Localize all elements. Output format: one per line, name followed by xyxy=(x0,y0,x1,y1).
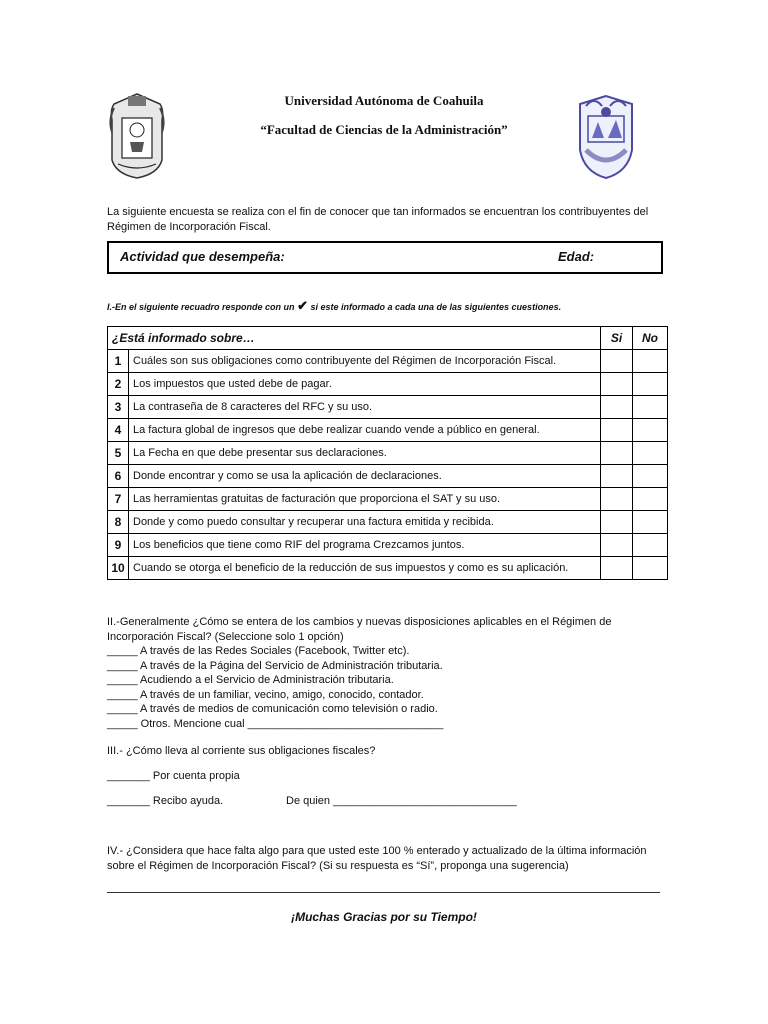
checkmark-icon: ✔ xyxy=(297,298,308,313)
yes-cell[interactable] xyxy=(601,419,633,442)
row-number: 8 xyxy=(108,511,129,534)
row-number: 5 xyxy=(108,442,129,465)
section1-instruction xyxy=(107,298,561,314)
yes-cell[interactable] xyxy=(601,557,633,580)
no-cell[interactable] xyxy=(633,350,668,373)
no-cell[interactable] xyxy=(633,419,668,442)
yes-cell[interactable] xyxy=(601,511,633,534)
no-cell[interactable] xyxy=(633,373,668,396)
table-row xyxy=(108,396,668,419)
section2-option[interactable]: _____ Acudiendo a el Servicio de Administración tributaria. xyxy=(107,674,394,686)
no-cell[interactable] xyxy=(633,396,668,419)
row-question: La contraseña de 8 caracteres del RFC y su uso. xyxy=(129,396,601,419)
row-question: La factura global de ingresos que debe realizar cuando vende a público en general. xyxy=(129,419,601,442)
row-number: 7 xyxy=(108,488,129,511)
section2-option[interactable]: _____ A través de la Página del Servicio de Administración tributaria. xyxy=(107,659,443,672)
yes-cell[interactable] xyxy=(601,396,633,419)
row-question: Donde y como puedo consultar y recuperar una factura emitida y recibida. xyxy=(129,511,601,534)
row-number: 2 xyxy=(108,373,129,396)
yes-cell[interactable] xyxy=(601,350,633,373)
table-header-question: ¿Está informado sobre… xyxy=(108,327,601,350)
faculty-title: “Facultad de Ciencias de la Administración” xyxy=(260,122,508,137)
no-cell[interactable] xyxy=(633,488,668,511)
yes-cell[interactable] xyxy=(601,534,633,557)
table-row xyxy=(108,350,668,373)
row-number: 6 xyxy=(108,465,129,488)
no-cell[interactable] xyxy=(633,511,668,534)
table-header-yes: Si xyxy=(601,327,633,350)
row-number: 4 xyxy=(108,419,129,442)
table-row xyxy=(108,373,668,396)
section2-option[interactable]: _____ Otros. Mencione cual ________________________________ xyxy=(107,717,444,730)
section3-option-own[interactable]: _______ Por cuenta propia xyxy=(107,770,240,782)
intro-text: La siguiente encuesta se realiza con el fin de conocer que tan informados se encuentran los contribuyentes del Régimen de Incorporación Fiscal. xyxy=(107,206,649,233)
row-question: Los impuestos que usted debe de pagar. xyxy=(129,373,601,396)
table-row xyxy=(108,488,668,511)
table-row xyxy=(108,557,668,580)
activity-label: Actividad que desempeña: xyxy=(120,249,285,264)
activity-box[interactable] xyxy=(107,241,663,274)
table-header-no: No xyxy=(633,327,668,350)
section2-option[interactable]: _____ A través de un familiar, vecino, amigo, conocido, contador. xyxy=(107,688,424,701)
no-cell[interactable] xyxy=(633,442,668,465)
instruction-post: si este informado a cada una de las siguientes cuestiones. xyxy=(310,302,562,312)
section3-option-help[interactable]: _______ Recibo ayuda. xyxy=(107,795,224,807)
section2-question: II.-Generalmente ¿Cómo se entera de los cambios y nuevas disposiciones aplicables en el Régimen de Incorporación Fiscal? (Seleccione solo 1 opción) xyxy=(107,616,612,643)
row-question: Las herramientas gratuitas de facturación que proporciona el SAT y su uso. xyxy=(129,488,601,511)
row-question: La Fecha en que debe presentar sus declaraciones. xyxy=(129,442,601,465)
row-number: 10 xyxy=(108,557,129,580)
row-question: Los beneficios que tiene como RIF del programa Crezcamos juntos. xyxy=(129,534,601,557)
instruction-pre: I.-En el siguiente recuadro responde con un xyxy=(107,302,295,312)
age-label: Edad: xyxy=(558,249,595,264)
section2-option[interactable]: _____ A través de medios de comunicación como televisión o radio. xyxy=(107,703,438,715)
no-cell[interactable] xyxy=(633,557,668,580)
row-question: Cuáles son sus obligaciones como contribuyente del Régimen de Incorporación Fiscal. xyxy=(129,350,601,373)
table-row xyxy=(108,465,668,488)
university-title: Universidad Autónoma de Coahuila xyxy=(284,93,484,108)
row-number: 9 xyxy=(108,534,129,557)
section3-from-whom[interactable]: De quien ______________________________ xyxy=(286,795,517,807)
answer-line[interactable] xyxy=(107,892,660,893)
yes-cell[interactable] xyxy=(601,488,633,511)
no-cell[interactable] xyxy=(633,534,668,557)
table-row xyxy=(108,534,668,557)
table-header-row xyxy=(108,327,668,350)
row-number: 1 xyxy=(108,350,129,373)
table-row xyxy=(108,419,668,442)
questions-table xyxy=(107,326,668,580)
table-row xyxy=(108,511,668,534)
row-question: Cuando se otorga el beneficio de la reducción de sus impuestos y como es su aplicación. xyxy=(129,557,601,580)
yes-cell[interactable] xyxy=(601,373,633,396)
yes-cell[interactable] xyxy=(601,442,633,465)
no-cell[interactable] xyxy=(633,465,668,488)
row-question: Donde encontrar y como se usa la aplicación de declaraciones. xyxy=(129,465,601,488)
section3-question: III.- ¿Cómo lleva al corriente sus obligaciones fiscales? xyxy=(107,745,376,757)
table-row xyxy=(108,442,668,465)
section2-options xyxy=(107,644,443,731)
thanks-message: ¡Muchas Gracias por su Tiempo! xyxy=(291,910,477,924)
section2-option[interactable]: _____ A través de las Redes Sociales (Facebook, Twitter etc). xyxy=(107,645,410,657)
section4-question: IV.- ¿Considera que hace falta algo para que usted este 100 % enterado y actualizado de la última información sobre el Régimen de Incorporación Fiscal? (Si su respuesta es “Sí”, proponga una sugerencia) xyxy=(107,845,647,872)
row-number: 3 xyxy=(108,396,129,419)
yes-cell[interactable] xyxy=(601,465,633,488)
